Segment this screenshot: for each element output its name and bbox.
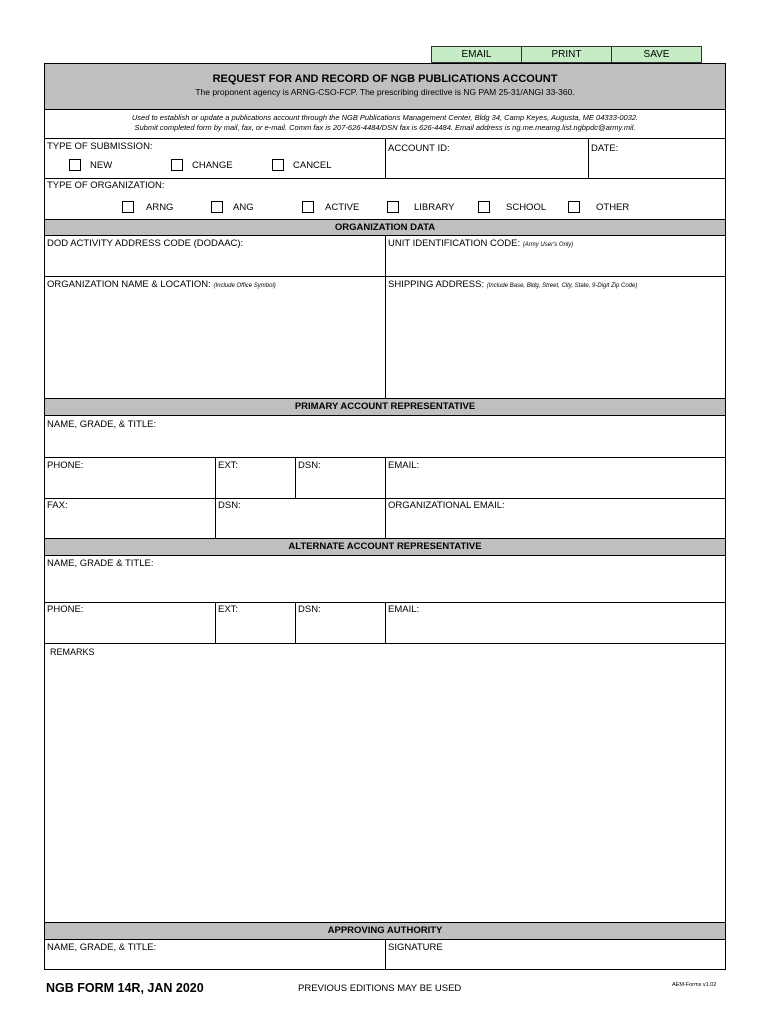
new-label: NEW — [90, 160, 113, 171]
org-email-label: ORGANIZATIONAL EMAIL: — [388, 500, 505, 511]
email-button[interactable]: EMAIL — [431, 46, 522, 63]
primary-email-field[interactable] — [388, 472, 722, 496]
uic-field[interactable] — [388, 250, 722, 274]
library-checkbox[interactable] — [387, 201, 399, 213]
organization-data-heading: ORGANIZATION DATA — [45, 219, 725, 236]
approving-heading: APPROVING AUTHORITY — [45, 922, 725, 940]
fax-label: FAX: — [47, 500, 68, 511]
save-button[interactable]: SAVE — [611, 46, 702, 63]
remarks-label: REMARKS — [50, 647, 95, 657]
primary-ext-field[interactable] — [218, 472, 292, 496]
primary-phone-field[interactable] — [47, 472, 212, 496]
fax-dsn-field[interactable] — [218, 512, 382, 536]
active-label: ACTIVE — [325, 202, 360, 213]
instructions: Used to establish or update a publications account through the NGB Publications Management Center, Bldg 34, Camp Keyes, Augusta, ME 04333-0032. Submit completed form by mail, fax, or e-mail. Comm fax is 207-626-4484/DSN fax is 626-4484. Email address is ng.me.meamg.list.ngbpdc@army.mil. — [131, 113, 639, 132]
organization-type-label: TYPE OF ORGANIZATION: — [47, 180, 165, 191]
active-checkbox[interactable] — [302, 201, 314, 213]
change-checkbox[interactable] — [171, 159, 183, 171]
fax-dsn-label: DSN: — [218, 500, 241, 511]
shipping-field[interactable] — [388, 291, 722, 395]
alternate-heading: ALTERNATE ACCOUNT REPRESENTATIVE — [45, 538, 725, 556]
primary-heading: PRIMARY ACCOUNT REPRESENTATIVE — [45, 398, 725, 416]
org-email-field[interactable] — [388, 512, 722, 536]
account-id-field[interactable] — [388, 155, 584, 175]
remarks-field[interactable] — [47, 660, 723, 918]
primary-name-field[interactable] — [47, 431, 723, 455]
other-label: OTHER — [596, 202, 630, 213]
date-label: DATE: — [591, 143, 619, 154]
signature-label: SIGNATURE — [388, 942, 443, 953]
arng-label: ARNG — [146, 202, 174, 213]
new-checkbox[interactable] — [69, 159, 81, 171]
primary-dsn-label: DSN: — [298, 460, 321, 471]
alternate-dsn-label: DSN: — [298, 604, 321, 615]
dodaac-label: DOD ACTIVITY ADDRESS CODE (DODAAC): — [47, 238, 244, 249]
org-name-field[interactable] — [47, 291, 381, 395]
primary-ext-label: EXT: — [218, 460, 239, 471]
primary-email-label: EMAIL: — [388, 460, 420, 471]
form-title: REQUEST FOR AND RECORD OF NGB PUBLICATIONS ACCOUNT — [212, 73, 558, 85]
alternate-name-label: NAME, GRADE & TITLE: — [47, 558, 154, 569]
primary-name-label: NAME, GRADE, & TITLE: — [47, 419, 157, 430]
print-button[interactable]: PRINT — [521, 46, 612, 63]
alternate-ext-field[interactable] — [218, 616, 292, 640]
alternate-name-field[interactable] — [47, 570, 723, 600]
school-checkbox[interactable] — [478, 201, 490, 213]
date-field[interactable] — [591, 155, 723, 175]
dodaac-field[interactable] — [47, 250, 381, 274]
cancel-checkbox[interactable] — [272, 159, 284, 171]
ang-checkbox[interactable] — [211, 201, 223, 213]
other-checkbox[interactable] — [568, 201, 580, 213]
alternate-ext-label: EXT: — [218, 604, 239, 615]
proponent-text: The proponent agency is ARNG-CSO-FCP. The prescribing directive is NG PAM 25-31/ANGI 33-360. — [195, 87, 575, 97]
cancel-label: CANCEL — [293, 160, 332, 171]
approving-name-field[interactable] — [47, 954, 381, 969]
form-version: AEM-Forms v1.02 — [672, 982, 717, 988]
editions-note: PREVIOUS EDITIONS MAY BE USED — [298, 983, 462, 994]
alternate-dsn-field[interactable] — [298, 616, 382, 640]
primary-dsn-field[interactable] — [298, 472, 382, 496]
form-number: NGB FORM 14R, JAN 2020 — [46, 981, 204, 995]
org-name-label: ORGANIZATION NAME & LOCATION: (Include Office Symbol) — [47, 279, 276, 290]
uic-label: UNIT IDENTIFICATION CODE: (Army User's Only) — [388, 238, 574, 249]
ang-label: ANG — [233, 202, 254, 213]
alternate-email-label: EMAIL: — [388, 604, 420, 615]
signature-field[interactable] — [388, 954, 722, 969]
alternate-email-field[interactable] — [388, 616, 722, 640]
library-label: LIBRARY — [414, 202, 455, 213]
submission-label: TYPE OF SUBMISSION: — [47, 141, 153, 152]
school-label: SCHOOL — [506, 202, 547, 213]
fax-field[interactable] — [47, 512, 212, 536]
shipping-label: SHIPPING ADDRESS: (Include Base, Bldg, Street, City, State, 9-Digit Zip Code) — [388, 279, 638, 290]
alternate-phone-field[interactable] — [47, 616, 212, 640]
primary-phone-label: PHONE: — [47, 460, 84, 471]
form-header — [45, 64, 725, 109]
alternate-phone-label: PHONE: — [47, 604, 84, 615]
arng-checkbox[interactable] — [122, 201, 134, 213]
change-label: CHANGE — [192, 160, 233, 171]
account-id-label: ACCOUNT ID: — [388, 143, 450, 154]
approving-name-label: NAME, GRADE, & TITLE: — [47, 942, 157, 953]
